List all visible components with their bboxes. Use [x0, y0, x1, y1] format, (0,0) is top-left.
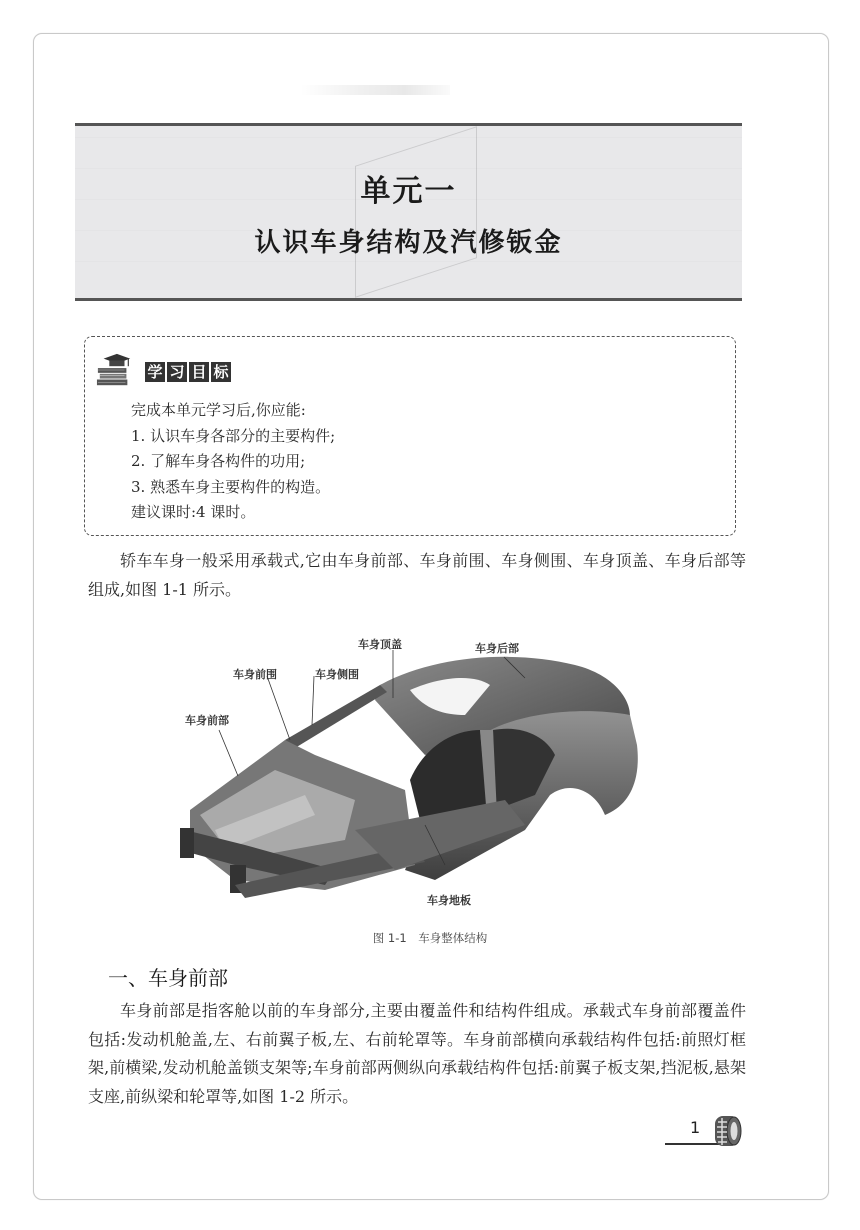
section-heading: 一、车身前部: [108, 966, 228, 990]
intro-paragraph: 轿车车身一般采用承载式,它由车身前部、车身前围、车身侧围、车身顶盖、车身后部等组成,如图 1-1 所示。: [88, 551, 746, 599]
car-body-figure: [175, 630, 645, 910]
tire-icon: [713, 1114, 745, 1148]
label-floor: 车身地板: [427, 894, 471, 907]
label-front: 车身前部: [185, 714, 229, 727]
bleed-through-artifact: [300, 85, 450, 95]
objectives-intro: 完成本单元学习后,你应能:: [131, 401, 306, 419]
heading-char: 学: [145, 362, 165, 382]
heading-char: 习: [167, 362, 187, 382]
unit-number: 单元一: [360, 174, 457, 209]
label-rear: 车身后部: [475, 642, 519, 655]
heading-char: 标: [211, 362, 231, 382]
suggested-hours: 建议课时:4 课时。: [131, 503, 256, 521]
heading-char: 目: [189, 362, 209, 382]
label-cowl: 车身前围: [233, 668, 277, 681]
page-number: 1: [690, 1118, 701, 1137]
label-roof: 车身顶盖: [358, 638, 402, 651]
objective-item: 2. 了解车身各构件的功用;: [131, 452, 306, 470]
graduation-cap-books-icon: [96, 351, 134, 389]
objectives-list: [131, 398, 335, 526]
unit-title: 认识车身结构及汽修钣金: [254, 228, 563, 258]
section-paragraph: 车身前部是指客舱以前的车身部分,主要由覆盖件和结构件组成。承载式车身前部覆盖件包括:发动机舱盖,左、右前翼子板,左、右前轮罩等。车身前部横向承载结构件包括:前照灯框架,前横梁,发动机舱盖锁支架等;车身前部两侧纵向承载结构件包括:前翼子板支架,挡泥板,悬架支座,前纵梁和轮罩等,如图 1-2 所示。: [88, 1001, 746, 1106]
learning-objectives-box: [84, 336, 736, 536]
objective-item: 1. 认识车身各部分的主要构件;: [131, 426, 336, 445]
learning-objectives-heading: [145, 362, 231, 382]
label-side: 车身侧围: [315, 668, 359, 681]
figure-caption: 图 1-1 车身整体结构: [372, 931, 488, 945]
unit-title-banner: [75, 123, 742, 301]
objective-item: 3. 熟悉车身主要构件的构造。: [131, 477, 331, 496]
